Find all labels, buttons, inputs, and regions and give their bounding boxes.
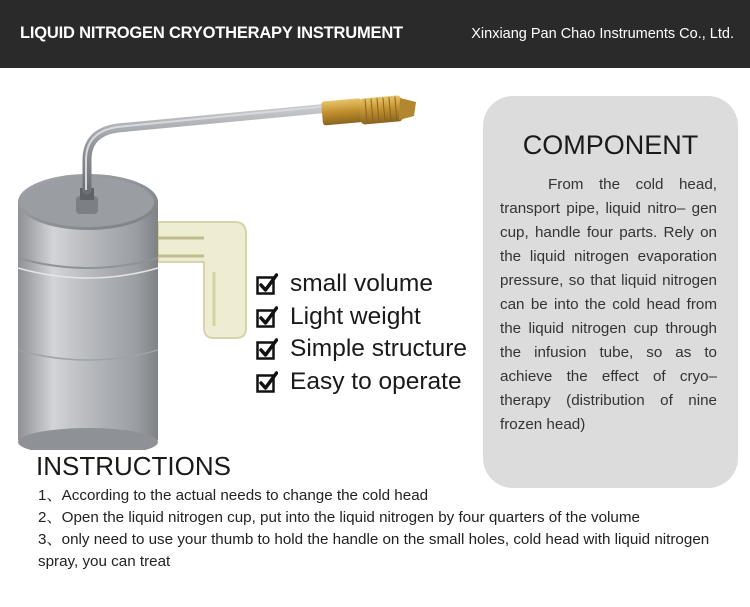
feature-item bbox=[256, 366, 486, 399]
feature-item bbox=[256, 333, 486, 366]
checkbox-checked-icon bbox=[256, 273, 278, 295]
instruction-item: 2、Open the liquid nitrogen cup, put into the liquid nitrogen by four quarters of the volume bbox=[38, 509, 640, 526]
instruction-item: 3、only need to use your thumb to hold the handle on the small holes, cold head with liquid nitrogen spray, you can treat bbox=[38, 531, 710, 570]
feature-label: small volume bbox=[290, 270, 433, 298]
checkbox-checked-icon bbox=[256, 306, 278, 328]
component-card bbox=[483, 96, 738, 488]
checkbox-checked-icon bbox=[256, 371, 278, 393]
component-description: From the cold head, transport pipe, liquid nitro– gen cup, handle four parts. Rely on the liquid nitrogen evaporation pressure, so that liquid nitrogen can be into the cold head from the liquid nitrogen cup through the infusion tube, so as to achieve the effect of cryo– therapy (distribution of nine frozen head) bbox=[500, 176, 717, 433]
feature-list bbox=[256, 268, 486, 398]
feature-item bbox=[256, 301, 486, 334]
instruction-item: 1、According to the actual needs to change the cold head bbox=[38, 487, 429, 504]
page-title: LIQUID NITROGEN CRYOTHERAPY INSTRUMENT bbox=[20, 24, 403, 42]
instructions-list bbox=[38, 485, 718, 573]
header-bar bbox=[0, 0, 750, 68]
feature-label: Simple structure bbox=[290, 335, 468, 363]
feature-label: Easy to operate bbox=[290, 367, 462, 395]
feature-label: Light weight bbox=[290, 302, 421, 330]
feature-item bbox=[256, 268, 486, 301]
component-title: COMPONENT bbox=[522, 130, 699, 160]
instructions-title: INSTRUCTIONS bbox=[36, 451, 231, 481]
company-name: Xinxiang Pan Chao Instruments Co., Ltd. bbox=[471, 26, 734, 42]
checkbox-checked-icon bbox=[256, 338, 278, 360]
